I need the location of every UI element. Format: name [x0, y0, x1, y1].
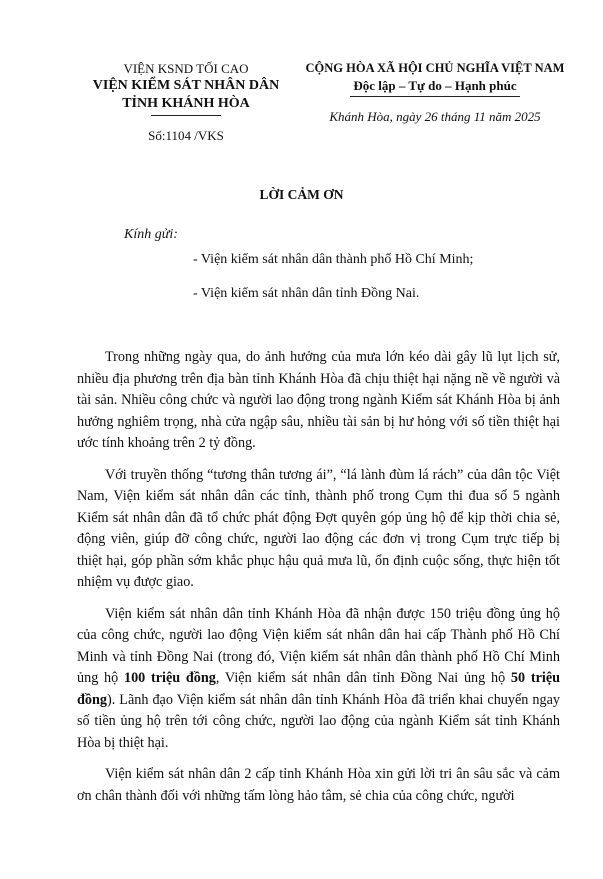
document-title: LỜI CẢM ƠN [259, 187, 344, 202]
parent-agency: VIỆN KSND TỐI CAO [123, 61, 249, 76]
recipient-item: - Viện kiểm sát nhân dân tỉnh Đồng Nai. [193, 286, 420, 301]
agency-name-line1: VIỆN KIỂM SÁT NHÂN DÂN [92, 78, 280, 93]
agency-underline [151, 115, 221, 116]
body-paragraph-3 [77, 604, 560, 755]
letter-body [77, 347, 560, 817]
body-paragraph-2: Với truyền thống “tương thân tương ái”, “lá lành đùm lá rách” của dân tộc Việt Nam, Viện kiểm sát nhân dân các tỉnh, thành phố trong Cụm thi đua số 5 ngành Kiểm sát nhân dân đã tổ chức phát động Đợt quyên góp ủng hộ để kịp thời chia sẻ, động viên, giúp đỡ công chức, người lao động các đơn vị trong Cụm trực tiếp bị thiệt hại, góp phần sớm khắc phục hậu quả mưa lũ, ổn định cuộc sống, thực hiện tốt nhiệm vụ được giao. [77, 466, 560, 590]
paragraph-3-text-e: ). Lãnh đạo Viện kiểm sát nhân dân tỉnh Khánh Hòa đã triển khai chuyển ngay số tiền ủng hộ trên tới công chức, người lao động của ngành Kiểm sát tỉnh Khánh Hòa bị thiệt hại. [77, 691, 560, 751]
paragraph-3-text-c: , Viện kiểm sát nhân dân tỉnh Đồng Nai ủng hộ [215, 670, 511, 686]
motto-underline [350, 96, 520, 97]
issuing-agency-block [76, 60, 296, 144]
body-paragraph-1: Trong những ngày qua, do ảnh hưởng của mưa lớn kéo dài gây lũ lụt lịch sử, nhiều địa phương trên địa bàn tỉnh Khánh Hòa đã chịu thiệt hại nặng nề về người và tài sản. Nhiều công chức và người lao động trong ngành Kiểm sát Khánh Hòa bị ảnh hưởng nghiêm trọng, nhà cửa ngập sâu, nhiều tài sản bị hư hỏng với số tiền thiệt hại ước tính khoảng trên 2 tỷ đồng. [77, 349, 560, 451]
agency-name-line2: TỈNH KHÁNH HÒA [122, 96, 250, 111]
national-header-block [300, 60, 570, 125]
amount-dong-nai: 50 triệu đồng [77, 670, 561, 708]
salutation: Kính gửi: [124, 227, 178, 242]
paragraph-3-text-a: Viện kiểm sát nhân dân tỉnh Khánh Hòa đã nhận được 150 triệu đồng ủng hộ của công chức, người lao động Viện kiểm sát nhân dân hai cấp Thành phố Hồ Chí Minh và tỉnh Đồng Nai (trong đó, Viện kiểm sát nhân dân thành phố Hồ Chí Minh ủng hộ [77, 605, 560, 686]
document-number: Số:1104 /VKS [148, 128, 224, 143]
place-date-line: Khánh Hòa, ngày 26 tháng 11 năm 2025 [329, 109, 541, 124]
national-motto: Độc lập – Tự do – Hạnh phúc [353, 78, 517, 93]
amount-hcmc: 100 triệu đồng [123, 670, 216, 686]
nation-name: CỘNG HÒA XÃ HỘI CHỦ NGHĨA VIỆT NAM [305, 61, 565, 75]
recipient-item: - Viện kiểm sát nhân dân thành phố Hồ Chí Minh; [193, 252, 474, 267]
body-paragraph-4: Viện kiểm sát nhân dân 2 cấp tỉnh Khánh Hòa xin gửi lời tri ân sâu sắc và cảm ơn chân thành đối với những tấm lòng hảo tâm, sẻ chia của công chức, người [77, 766, 560, 804]
